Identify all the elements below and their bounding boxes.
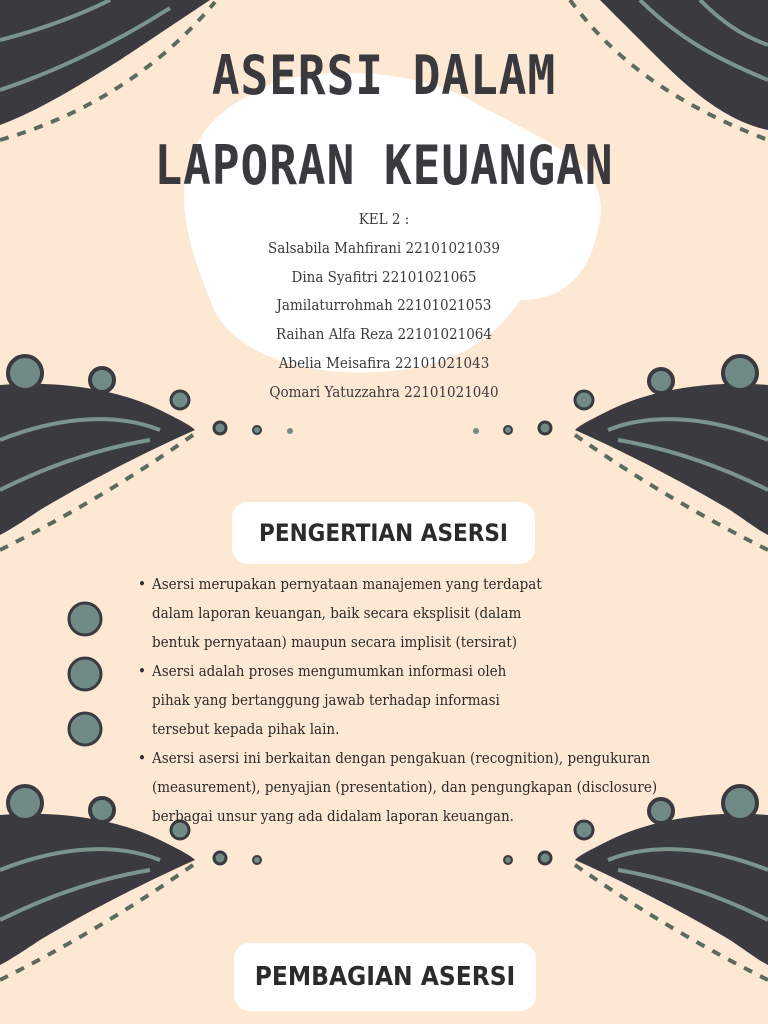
group-members: [0, 205, 768, 407]
member-item: Dina Syafitri 22101021065: [291, 267, 477, 286]
page-title-line2: LAPORAN KEUANGAN: [154, 133, 614, 197]
member-item: Jamilaturrohmah 22101021053: [276, 296, 492, 315]
member-item: Abelia Meisafira 22101021043: [278, 353, 490, 372]
member-item: Raihan Alfa Reza 22101021064: [276, 325, 492, 344]
section-heading-pengertian: PENGERTIAN ASERSI: [232, 502, 535, 564]
bullet-item: • Asersi adalah proses mengumumkan informasi oleh pihak yang bertanggung jawab terhadap informasi tersebut kepada pihak lain.: [138, 662, 507, 738]
page-title-line1: ASERSI DALAM: [211, 43, 557, 107]
member-item: Qomari Yatuzzahra 22101021040: [269, 382, 499, 401]
group-label: KEL 2 :: [358, 210, 410, 228]
member-item: Salsabila Mahfirani 22101021039: [268, 238, 500, 257]
section1-side-circles: [69, 603, 101, 745]
section-heading-pembagian: PEMBAGIAN ASERSI: [234, 943, 536, 1011]
bullet-item: • Asersi asersi ini berkaitan dengan pengakuan (recognition), pengukuran (measurement), penyajian (presentation), dan pengungkapan (disclosure) berbagai unsur yang ada didalam laporan keuangan.: [138, 749, 658, 825]
section1-body: [138, 570, 698, 831]
bullet-item: • Asersi merupakan pernyataan manajemen yang terdapat dalam laporan keuangan, baik secara eksplisit (dalam bentuk pernyataan) maupun secara implisit (tersirat): [138, 575, 542, 651]
